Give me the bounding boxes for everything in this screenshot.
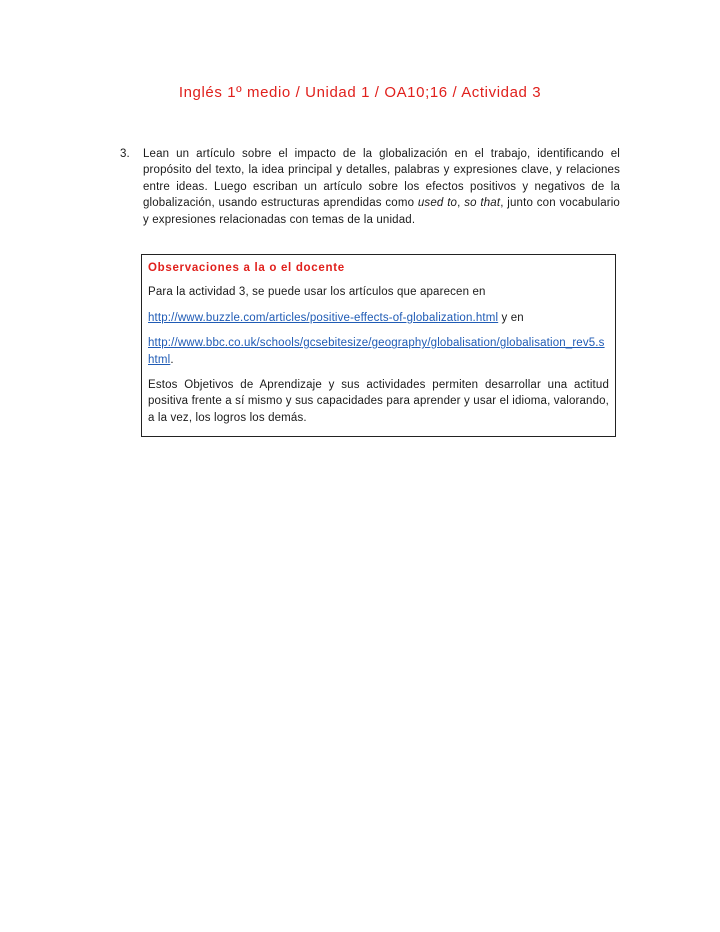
link2-suffix: . xyxy=(170,353,174,366)
observations-link1-line xyxy=(148,310,609,326)
observations-intro: Para la actividad 3, se puede usar los artículos que aparecen en xyxy=(148,286,486,299)
activity-description xyxy=(143,146,620,228)
activity-italic-so-that: so that xyxy=(464,197,501,210)
activity-number: 3. xyxy=(120,148,130,160)
link1-suffix: y en xyxy=(498,311,524,324)
activity-text-part1: Lean un artículo sobre el impacto de la globalización en el trabajo, identificando el propósito del texto, la idea principal y detalles, palabras y expresiones clave, y relaciones entre ideas. Luego escriban un artículo sobre los efectos positivos y negativos de la globalización, usando estructuras aprendidas como xyxy=(143,148,620,210)
observations-link2-line xyxy=(148,335,609,368)
observations-title: Observaciones a la o el docente xyxy=(148,262,345,274)
page-title: Inglés 1º medio / Unidad 1 / OA10;16 / Actividad 3 xyxy=(178,84,542,101)
bbc-bitesize-link[interactable]: http://www.bbc.co.uk/schools/gcsebitesize/geography/globalisation/globalisation_rev5.shtml xyxy=(148,337,605,366)
activity-item xyxy=(120,146,620,228)
buzzle-article-link[interactable]: http://www.buzzle.com/articles/positive-effects-of-globalization.html xyxy=(148,311,499,324)
observations-closing: Estos Objetivos de Aprendizaje y sus actividades permiten desarrollar una actitud positiva frente a sí mismo y sus capacidades para aprender y usar el idioma, valorando, a la vez, los logros los demás. xyxy=(148,379,609,424)
activity-separator: , xyxy=(457,197,465,210)
activity-italic-used-to: used to xyxy=(417,197,458,210)
teacher-observations-box xyxy=(141,254,616,437)
activity-text-part2: , junto con vocabulario y expresiones relacionadas con temas de la unidad. xyxy=(143,197,620,226)
